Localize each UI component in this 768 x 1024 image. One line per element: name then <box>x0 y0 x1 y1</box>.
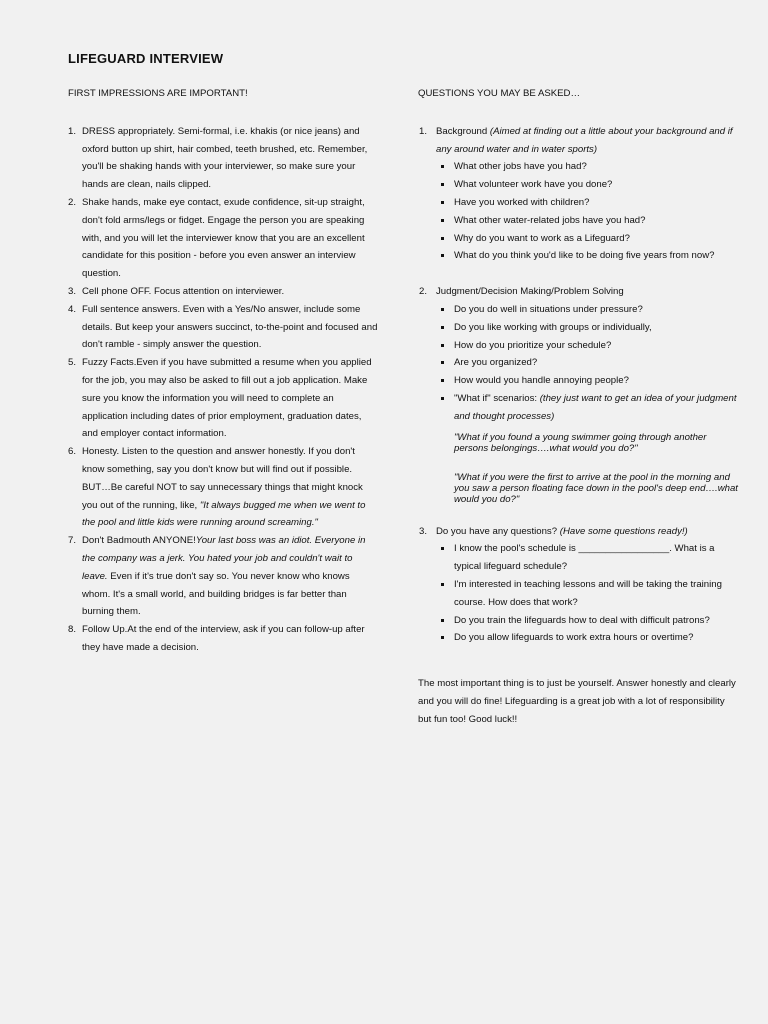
square-bullet-icon <box>441 219 444 222</box>
square-bullet-icon <box>441 237 444 240</box>
list-item <box>418 158 738 176</box>
list-item <box>418 354 738 372</box>
square-bullet-icon <box>441 183 444 186</box>
square-bullet-icon <box>441 308 444 311</box>
section-label: Do you have any questions? <box>436 525 560 537</box>
list-item <box>418 576 738 612</box>
square-bullet-icon <box>441 344 444 347</box>
question-text: Do you like working with groups or individually, <box>454 321 652 333</box>
question-text: What other water-related jobs have you had? <box>454 214 646 226</box>
item-number: 1. <box>68 125 77 137</box>
tip-item <box>68 443 378 532</box>
closing-paragraph: The most important thing is to just be yourself. Answer honestly and clearly and you will do fine! Lifeguarding is a great job with a lot of responsibility but fun too! Good luck!! <box>418 678 736 725</box>
left-heading: FIRST IMPRESSIONS ARE IMPORTANT! <box>68 88 248 99</box>
square-bullet-icon <box>441 547 444 550</box>
question-text: Have you worked with children? <box>454 196 590 208</box>
question-text: I know the pool's schedule is _________________. What is a typical lifeguard schedule? <box>454 543 715 573</box>
tip-item <box>68 283 378 301</box>
item-italic-text: "It always bugged me when we went to the pool and little kids were running around screaming." <box>82 499 366 529</box>
item-text-continued: Even if it's true don't say so. You never know who knows whom. It's a small world, and building bridges is far better than burning them. <box>82 570 350 618</box>
item-italic-text: Your last boss was an idiot. Everyone in the company was a jerk. You hated your job and couldn't wait to leave. <box>82 535 366 582</box>
question-text: Do you train the lifeguards how to deal with difficult patrons? <box>454 614 710 626</box>
question-list <box>418 158 738 265</box>
question-text: What other jobs have you had? <box>454 161 587 173</box>
question-section-judgment <box>418 283 738 301</box>
question-text: How do you prioritize your schedule? <box>454 339 612 351</box>
item-number: 8. <box>68 624 77 636</box>
list-item <box>418 230 738 248</box>
list-item <box>418 372 738 390</box>
item-text: Shake hands, make eye contact, exude confidence, sit-up straight, don't fold arms/legs or fidget. Engage the person you are speaking with, and you will let the interviewer know that you are an excellent candidate for this position - before you even answer an interview question. <box>82 196 365 280</box>
tip-item <box>68 621 378 657</box>
list-item <box>418 301 738 319</box>
question-text: I'm interested in teaching lessons and will be taking the training course. How does that work? <box>454 578 722 608</box>
scenario-text: "What if you found a young swimmer going through another persons belongings….what would you do?" <box>454 431 707 454</box>
item-text: Cell phone OFF. Focus attention on interviewer. <box>82 285 285 297</box>
item-number: 5. <box>68 357 77 369</box>
square-bullet-icon <box>441 361 444 364</box>
question-text: "What if" scenarios: <box>454 392 540 404</box>
item-text: Full sentence answers. Even with a Yes/No answer, include some details. But keep your answers succinct, to-the-point and focused and don't ramble - simply answer the question. <box>82 303 378 351</box>
list-item <box>418 247 738 265</box>
list-item <box>418 337 738 355</box>
question-text: What do you think you'd like to be doing five years from now? <box>454 250 715 262</box>
section-note: (Aimed at finding out a little about your background and if any around water and in water sports) <box>436 125 733 155</box>
question-section-your-questions <box>418 523 738 541</box>
section-number: 2. <box>419 286 428 298</box>
tip-item <box>68 301 378 354</box>
tip-item <box>68 354 378 443</box>
question-note: (they just want to get an idea of your judgment and thought processes) <box>454 392 737 422</box>
list-item <box>418 629 738 647</box>
question-text: Do you do well in situations under pressure? <box>454 303 643 315</box>
tip-item <box>68 123 378 194</box>
list-item <box>418 319 738 337</box>
list-item <box>418 540 738 576</box>
item-text: Fuzzy Facts.Even if you have submitted a resume when you applied for the job, you may also be asked to fill out a job application. Make sure you know the information you will need to complete an application including dates of prior employment, graduation dates, and employer contact information. <box>82 357 372 440</box>
square-bullet-icon <box>441 326 444 329</box>
item-number: 3. <box>68 285 77 297</box>
square-bullet-icon <box>441 619 444 622</box>
list-item <box>418 212 738 230</box>
item-number: 6. <box>68 446 77 458</box>
page-title: LIFEGUARD INTERVIEW <box>68 51 224 66</box>
section-note: (Have some questions ready!) <box>559 525 688 537</box>
square-bullet-icon <box>441 165 444 168</box>
question-list <box>418 540 738 647</box>
question-text: Do you allow lifeguards to work extra hours or overtime? <box>454 632 694 644</box>
question-text: What volunteer work have you done? <box>454 179 613 191</box>
item-number: 2. <box>68 196 77 208</box>
item-text: Follow Up.At the end of the interview, ask if you can follow-up after they have made a decision. <box>82 624 365 653</box>
square-bullet-icon <box>441 397 444 400</box>
item-text: DRESS appropriately. Semi-formal, i.e. khakis (or nice jeans) and oxford button up shirt, hair combed, teeth brushed, etc. Remember, you'll be shaking hands with your interviewer, so make sure your hands are clean, nails clipped. <box>82 125 368 191</box>
left-column <box>68 85 378 657</box>
tip-item <box>68 194 378 283</box>
item-number: 4. <box>68 303 77 315</box>
square-bullet-icon <box>441 583 444 586</box>
right-heading: QUESTIONS YOU MAY BE ASKED… <box>418 88 581 99</box>
section-label: Background <box>436 125 490 137</box>
list-item <box>418 612 738 630</box>
list-item <box>418 390 738 426</box>
right-column <box>418 85 738 729</box>
section-label: Judgment/Decision Making/Problem Solving <box>436 286 624 298</box>
square-bullet-icon <box>441 636 444 639</box>
question-list <box>418 301 738 426</box>
question-text: How would you handle annoying people? <box>454 375 629 387</box>
question-text: Are you organized? <box>454 357 538 369</box>
tip-item <box>68 532 378 621</box>
question-text: Why do you want to work as a Lifeguard? <box>454 232 630 244</box>
item-number: 7. <box>68 535 77 547</box>
list-item <box>418 194 738 212</box>
square-bullet-icon <box>441 254 444 257</box>
section-number: 3. <box>419 525 428 537</box>
list-item <box>418 176 738 194</box>
item-text: Don't Badmouth ANYONE! <box>82 535 196 547</box>
square-bullet-icon <box>441 379 444 382</box>
square-bullet-icon <box>441 201 444 204</box>
question-section-background <box>418 123 738 159</box>
section-number: 1. <box>419 125 428 137</box>
item-text: Honesty. Listen to the question and answer honestly. If you don't know something, say you don't know but will find out if possible. BUT…Be careful NOT to say unnecessary things that might knock you out of the running, like, <box>82 446 363 511</box>
scenario-text: "What if you were the first to arrive at the pool in the morning and you saw a person floating face down in the pool's deep end….what would you do?" <box>454 471 738 505</box>
